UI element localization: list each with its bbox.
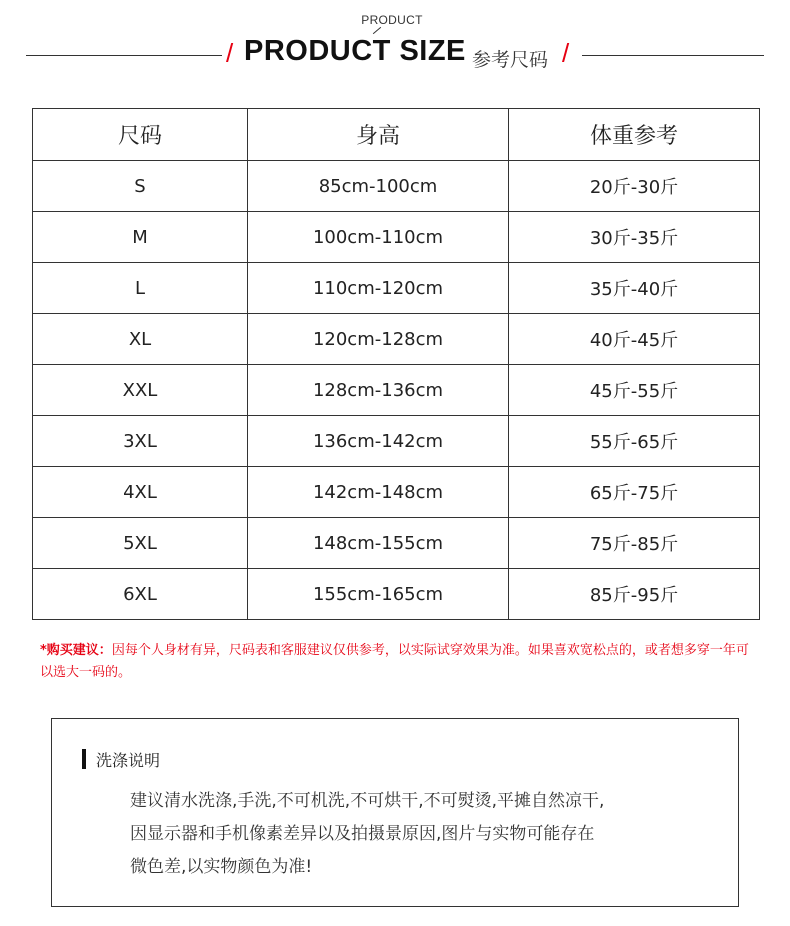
header-small-tick [373,27,381,34]
height-cell: 155cm-165cm [248,569,509,620]
height-cell: 85cm-100cm [248,161,509,212]
size-cell: 6XL [33,569,248,620]
height-cell: 128cm-136cm [248,365,509,416]
header-rule-right [582,55,764,56]
height-cell: 148cm-155cm [248,518,509,569]
washing-instructions-box [51,718,739,907]
header-weight: 体重参考 [509,109,760,161]
size-cell: XXL [33,365,248,416]
weight-cell: 35斤-40斤 [509,263,760,314]
weight-cell: 30斤-35斤 [509,212,760,263]
size-cell: 4XL [33,467,248,518]
purchase-note-label: *购买建议： [40,643,112,658]
table-row [33,263,760,314]
height-cell: 142cm-148cm [248,467,509,518]
height-cell: 110cm-120cm [248,263,509,314]
header-height: 身高 [248,109,509,161]
table-row [33,569,760,620]
table-row [33,161,760,212]
size-cell: S [33,161,248,212]
height-cell: 100cm-110cm [248,212,509,263]
page-subtitle: 参考尺码 [472,49,549,71]
header-small-word: PRODUCT [361,13,423,27]
purchase-note-text: 因每个人身材有异，尺码表和客服建议仅供参考，以实际试穿效果为准。如果喜欢宽松点的，或者想多穿一年可以选大一码的。 [40,643,749,680]
header-slash-left: / [226,38,234,68]
size-cell: M [33,212,248,263]
weight-cell: 55斤-65斤 [509,416,760,467]
table-row [33,416,760,467]
washing-text [130,785,730,884]
size-table [32,108,760,620]
table-row [33,212,760,263]
washing-line: 微色差,以实物颜色为准! [130,857,313,877]
table-row [33,518,760,569]
size-cell: XL [33,314,248,365]
header-size: 尺码 [33,109,248,161]
page-header [0,0,790,90]
weight-cell: 45斤-55斤 [509,365,760,416]
weight-cell: 65斤-75斤 [509,467,760,518]
table-header-row [33,109,760,161]
purchase-note [40,640,760,684]
table-row [33,314,760,365]
section-marker-bar [82,749,86,769]
header-rule-left [26,55,222,56]
table-row [33,365,760,416]
size-cell: 5XL [33,518,248,569]
washing-line: 建议清水洗涤,手洗,不可机洗,不可烘干,不可熨烫,平摊自然凉干, [130,791,605,811]
washing-title: 洗涤说明 [96,751,161,770]
weight-cell: 20斤-30斤 [509,161,760,212]
table-row [33,467,760,518]
header-slash-right: / [562,38,570,68]
weight-cell: 40斤-45斤 [509,314,760,365]
weight-cell: 85斤-95斤 [509,569,760,620]
washing-line: 因显示器和手机像素差异以及拍摄景原因,图片与实物可能存在 [130,824,595,844]
height-cell: 120cm-128cm [248,314,509,365]
weight-cell: 75斤-85斤 [509,518,760,569]
size-cell: L [33,263,248,314]
size-cell: 3XL [33,416,248,467]
height-cell: 136cm-142cm [248,416,509,467]
page-title: PRODUCT SIZE [244,35,466,67]
